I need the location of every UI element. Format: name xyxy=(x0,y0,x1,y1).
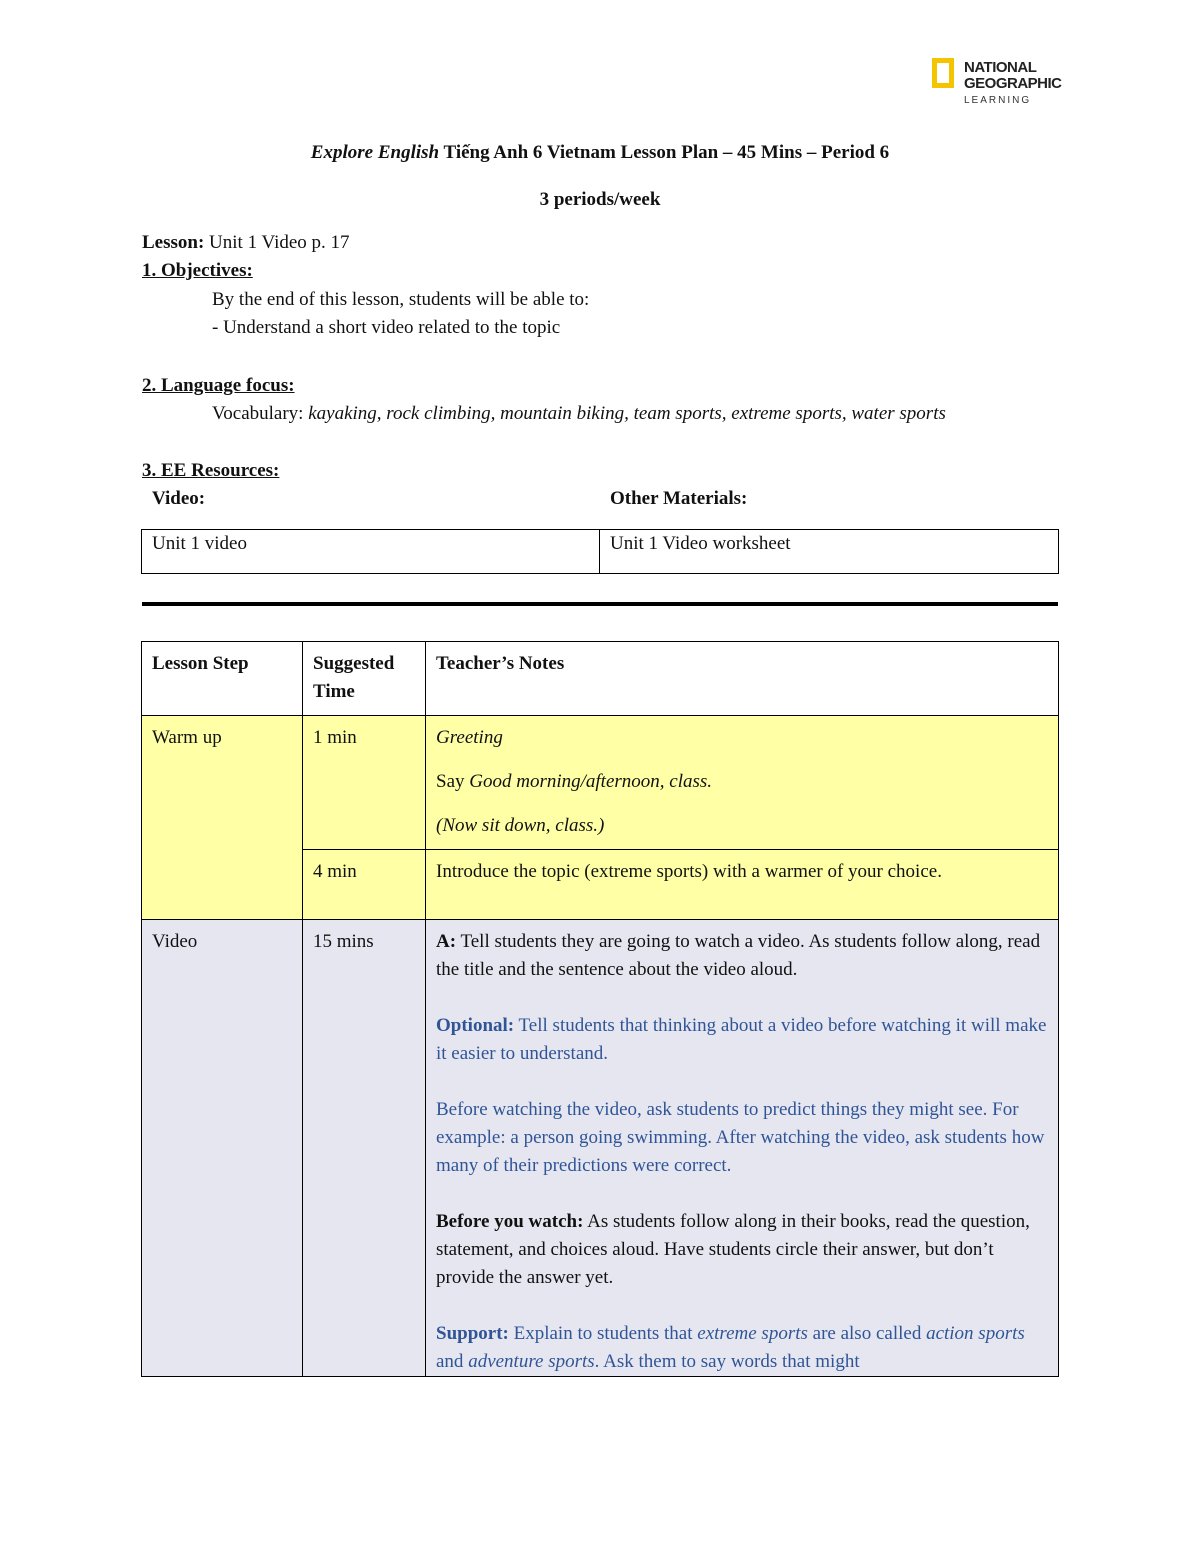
video-time: 15 mins xyxy=(303,920,426,1377)
before-you-watch-label: Before you watch: xyxy=(436,1211,584,1232)
objectives-line-2: - Understand a short video related to the topic xyxy=(212,317,561,338)
vocabulary-label: Vocabulary: xyxy=(212,403,309,424)
title-rest: Tiếng Anh 6 Vietnam Lesson Plan – 45 Mins – Period 6 xyxy=(439,142,890,163)
other-materials-label: Other Materials: xyxy=(610,488,748,509)
lesson-line xyxy=(142,232,350,254)
header-teachers-notes: Teacher’s Notes xyxy=(426,642,1059,716)
header-lesson-step: Lesson Step xyxy=(142,642,303,716)
optional-label: Optional: xyxy=(436,1015,515,1036)
logo-yellow-frame-icon xyxy=(932,58,954,88)
support-italic-3: adventure sports xyxy=(468,1351,595,1372)
title-italic: Explore English xyxy=(310,142,440,163)
support-italic-1: extreme sports xyxy=(697,1323,808,1344)
objectives-heading: 1. Objectives: xyxy=(142,260,253,281)
sit-down-text: (Now sit down, class.) xyxy=(436,815,605,836)
support-italic-2: action sports xyxy=(926,1323,1025,1344)
lesson-label: Lesson: xyxy=(142,232,205,253)
say-prefix: Say xyxy=(436,771,470,792)
vocabulary-line xyxy=(212,403,946,425)
video-label: Video: xyxy=(152,488,206,509)
lesson-value: Unit 1 Video p. 17 xyxy=(204,232,350,253)
support-text-2: are also called xyxy=(807,1323,927,1344)
warmup-time-2: 4 min xyxy=(303,850,426,920)
support-paragraph xyxy=(436,1320,1048,1376)
lesson-plan-table xyxy=(141,641,1059,1377)
other-materials-cell: Unit 1 Video worksheet xyxy=(600,530,1059,574)
video-resource-cell: Unit 1 video xyxy=(142,530,600,574)
logo-line-3: LEARNING xyxy=(964,95,1032,106)
warmup-step: Warm up xyxy=(142,716,303,920)
logo-line-1: NATIONAL xyxy=(964,59,1037,76)
video-step: Video xyxy=(142,920,303,1377)
resources-table xyxy=(141,529,1059,574)
objectives-line-1: By the end of this lesson, students will be able to: xyxy=(212,289,590,310)
optional-paragraph xyxy=(436,1012,1048,1068)
page-subtitle: 3 periods/week xyxy=(539,189,661,210)
before-you-watch-paragraph xyxy=(436,1208,1048,1292)
support-text-1: Explain to students that xyxy=(508,1323,698,1344)
step-a-text: Tell students they are going to watch a video. As students follow along, read the title and the sentence about the video aloud. xyxy=(436,931,1041,980)
table-header-row xyxy=(142,642,1059,716)
header-suggested-time: Suggested Time xyxy=(303,642,426,716)
support-label: Support: xyxy=(436,1323,509,1344)
step-a-label: A: xyxy=(436,931,457,952)
video-notes xyxy=(426,920,1059,1377)
say-italic: Good morning/afternoon, class. xyxy=(469,771,713,792)
say-line xyxy=(436,768,1048,796)
national-geographic-logo xyxy=(932,58,1062,108)
vocabulary-items: kayaking, rock climbing, mountain biking, team sports, extreme sports, water sports xyxy=(308,403,946,424)
table-row xyxy=(142,716,1059,850)
section-divider xyxy=(142,602,1058,606)
optional-text: Tell students that thinking about a video before watching it will make it easier to understand. xyxy=(436,1015,1047,1064)
logo-line-2: GEOGRAPHIC xyxy=(964,75,1062,92)
language-focus-heading: 2. Language focus: xyxy=(142,375,295,396)
warmup-intro-text: Introduce the topic (extreme sports) with a warmer of your choice. xyxy=(426,850,1059,920)
support-text-3: and xyxy=(436,1351,469,1372)
support-text-4: . Ask them to say words that might xyxy=(594,1351,860,1372)
before-you-watch-text: As students follow along in their books, read the question, statement, and choices aloud. Have students circle their answer, but don’t provide the answer yet. xyxy=(436,1211,1030,1288)
warmup-time-1: 1 min xyxy=(303,716,426,850)
table-row xyxy=(142,920,1059,1377)
step-a-paragraph xyxy=(436,928,1048,984)
greeting-text: Greeting xyxy=(436,727,503,748)
predict-paragraph: Before watching the video, ask students to predict things they might see. For example: a person going swimming. After watching the video, ask students how many of their predictions were correct. xyxy=(436,1099,1045,1176)
warmup-notes-1 xyxy=(426,716,1059,850)
resources-heading: 3. EE Resources: xyxy=(142,460,280,481)
page-title xyxy=(0,142,1200,164)
